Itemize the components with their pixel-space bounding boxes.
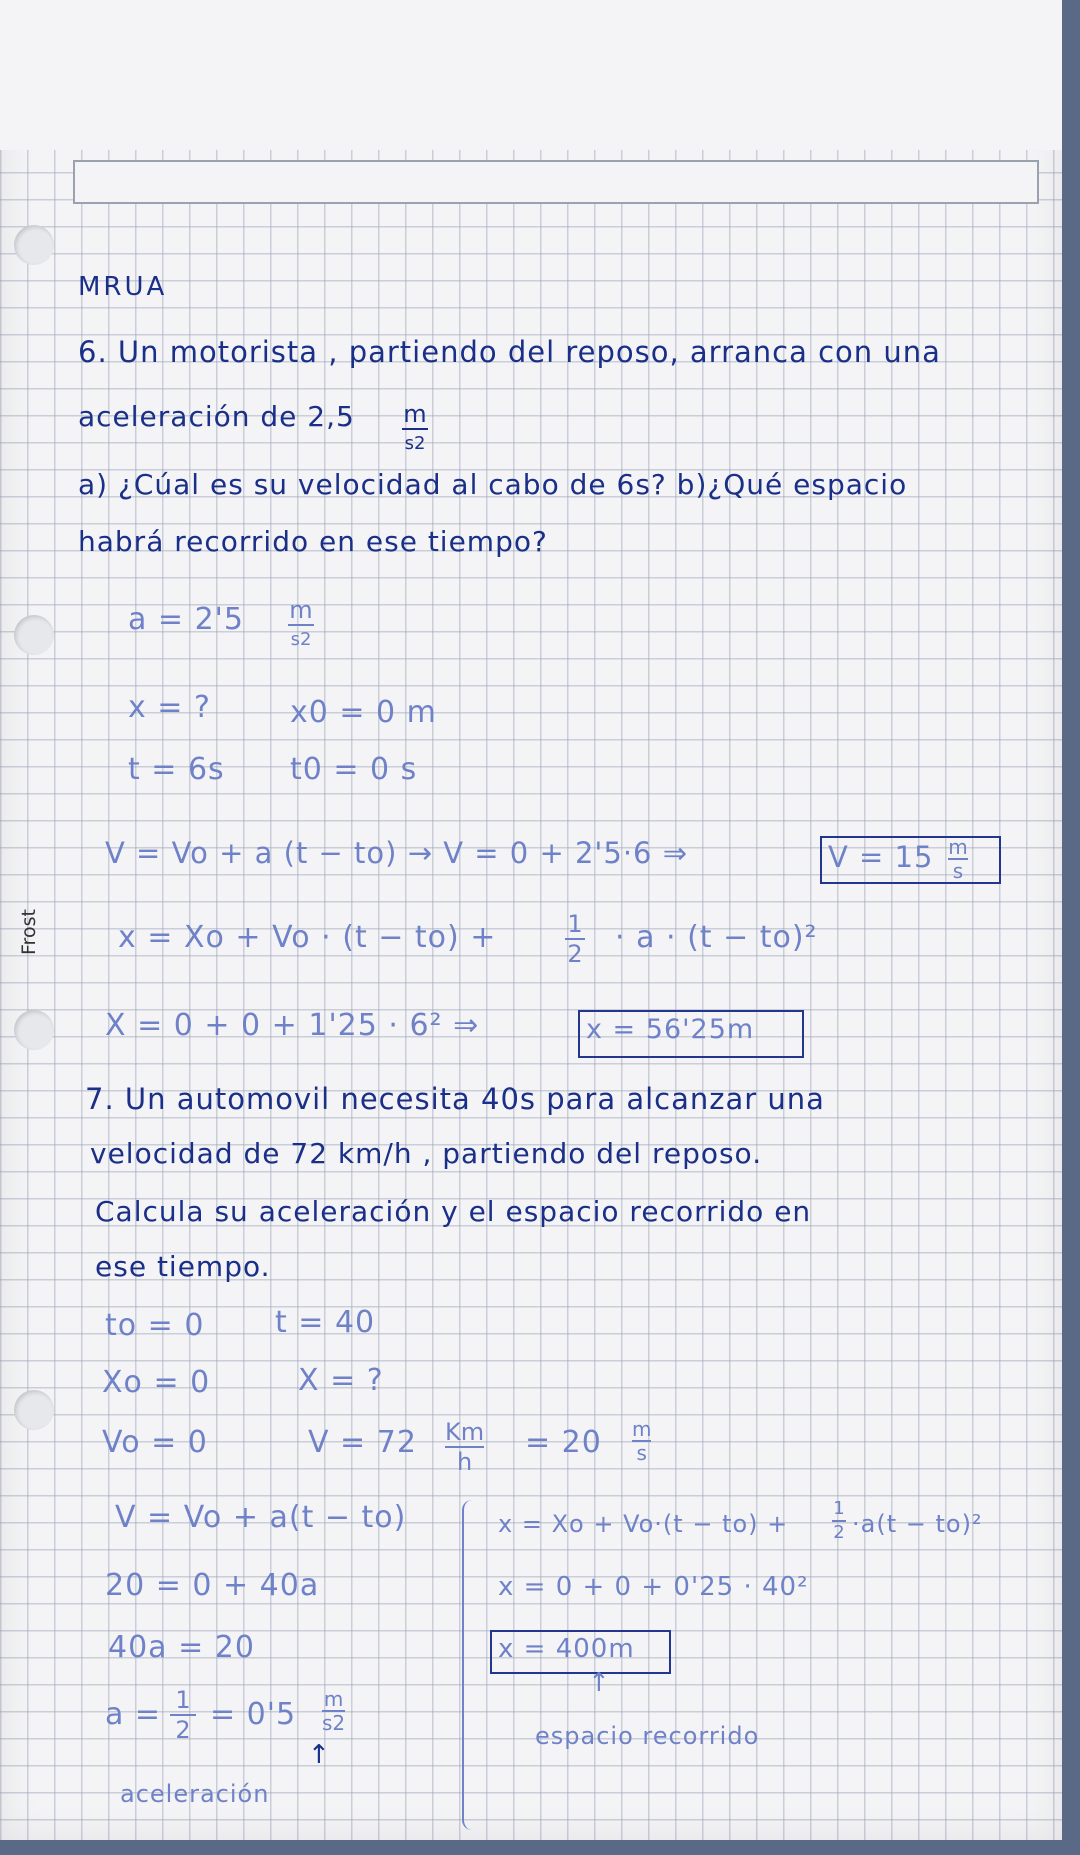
p6-eq-position-2: X = 0 + 0 + 1'25 · 6² ⇒ [105, 1008, 480, 1043]
binder-hole-3 [14, 1010, 54, 1050]
p6-half-den: 2 [567, 940, 583, 968]
p6-unit-fraction [402, 402, 428, 456]
p6-line2: aceleración de 2,5 [78, 400, 355, 433]
p6-eq-position-b: · a · (t − to)² [615, 920, 818, 955]
p7-eq2: 20 = 0 + 40a [105, 1568, 320, 1603]
p6-line1: 6. Un motorista , partiendo del reposo, arranca con una [78, 335, 941, 369]
p7-data-t: t = 40 [275, 1305, 376, 1340]
p7-eq1: V = Vo + a(t − to) [115, 1500, 407, 1535]
p7-eqx1-num: 1 [833, 1498, 845, 1519]
p6-eq-position-half [565, 912, 585, 966]
page-top-margin [0, 0, 1062, 150]
p7-eqx1-a: x = Xo + Vo·(t − to) + [498, 1510, 789, 1538]
p6-data-a-num: m [289, 596, 313, 624]
p6-half-num: 1 [567, 910, 583, 938]
p7-eqx1-fraction [832, 1500, 846, 1542]
p7-eq4-unit-den: s2 [322, 1711, 346, 1735]
binder-hole-1 [14, 225, 54, 265]
p7-result-x-box [490, 1630, 671, 1674]
p6-unit-den: s2 [404, 433, 426, 454]
brand-label: Frost [18, 909, 40, 955]
p6-line4: habrá recorrido en ese tiempo? [78, 525, 548, 558]
p6-data-t: t = 6s [128, 752, 225, 787]
p6-eq-position-a: x = Xo + Vo · (t − to) + [118, 920, 497, 955]
p7-v-unit-num: Km [445, 1418, 485, 1446]
p7-eq4-den: 2 [175, 1716, 191, 1744]
p6-result-velocity: V = 15 [828, 840, 934, 874]
p7-v2-unit-num: m [632, 1417, 652, 1441]
binder-hole-2 [14, 615, 54, 655]
p6-data-a-den: s2 [290, 629, 312, 650]
up-arrow-icon: ↑ [308, 1740, 330, 1770]
p7-line1: 7. Un automovil necesita 40s para alcanzar una [85, 1082, 825, 1116]
p7-v2-unit-den: s [636, 1441, 647, 1465]
p7-brace [462, 1500, 480, 1830]
p7-data-v2-unit [632, 1417, 652, 1465]
p6-result-velocity-unit [948, 835, 968, 883]
p6-res-v-den: s [952, 859, 964, 883]
p6-unit-num: m [403, 400, 427, 428]
p6-res-v-num: m [948, 835, 968, 859]
p6-line3: a) ¿Cúal es su velocidad al cabo de 6s? b)¿Qué espacio [78, 468, 908, 501]
p6-data-x: x = ? [128, 690, 211, 725]
p6-data-x0: x0 = 0 m [290, 695, 437, 730]
p7-label-space: espacio recorrido [535, 1722, 760, 1750]
p7-eqx1-b: ·a(t − to)² [852, 1510, 983, 1538]
p6-data-a-bar [288, 624, 314, 626]
p6-result-position-box [578, 1010, 804, 1058]
p7-result-x: x = 400m [498, 1634, 635, 1664]
p7-data-t0: to = 0 [105, 1308, 205, 1343]
p7-eq4-a: a = [105, 1697, 162, 1732]
p7-eq4-fraction [170, 1688, 196, 1742]
p6-data-a-unit [288, 598, 314, 652]
p7-v-unit-den: h [456, 1448, 473, 1476]
p7-data-v0: Vo = 0 [102, 1425, 208, 1460]
p6-data-t0: t0 = 0 s [290, 752, 418, 787]
up-arrow-icon-2: ↑ [588, 1668, 610, 1698]
p6-unit-bar [402, 428, 428, 430]
header-box [73, 160, 1039, 204]
p7-label-acceleration: aceleración [120, 1780, 270, 1808]
p7-data-x: X = ? [298, 1363, 384, 1398]
p7-data-v-unit [445, 1420, 484, 1474]
p7-line4: ese tiempo. [95, 1250, 271, 1283]
p7-eq4-unit [322, 1687, 346, 1735]
p7-data-v: V = 72 [308, 1425, 417, 1460]
p6-result-position: x = 56'25m [586, 1014, 755, 1045]
page-title: MRUA [78, 272, 168, 302]
p6-result-velocity-box [820, 836, 1001, 884]
p7-eqx2: x = 0 + 0 + 0'25 · 40² [498, 1572, 809, 1602]
p7-eq4-num: 1 [175, 1686, 191, 1714]
p7-eq3: 40a = 20 [108, 1630, 255, 1665]
p6-eq-velocity: V = Vo + a (t − to) → V = 0 + 2'5·6 ⇒ [105, 836, 689, 870]
binder-hole-4 [14, 1390, 54, 1430]
p7-line3: Calcula su aceleración y el espacio recorrido en [95, 1195, 812, 1228]
p7-data-x0: Xo = 0 [102, 1365, 211, 1400]
p6-data-a: a = 2'5 [128, 602, 245, 637]
p7-data-v-eq: = 20 [525, 1425, 602, 1460]
p7-eqx1-den: 2 [833, 1522, 845, 1543]
p7-eq4-b: = 0'5 [210, 1697, 297, 1732]
p7-eq4-unit-num: m [323, 1687, 344, 1711]
p7-line2: velocidad de 72 km/h , partiendo del reposo. [90, 1137, 763, 1170]
